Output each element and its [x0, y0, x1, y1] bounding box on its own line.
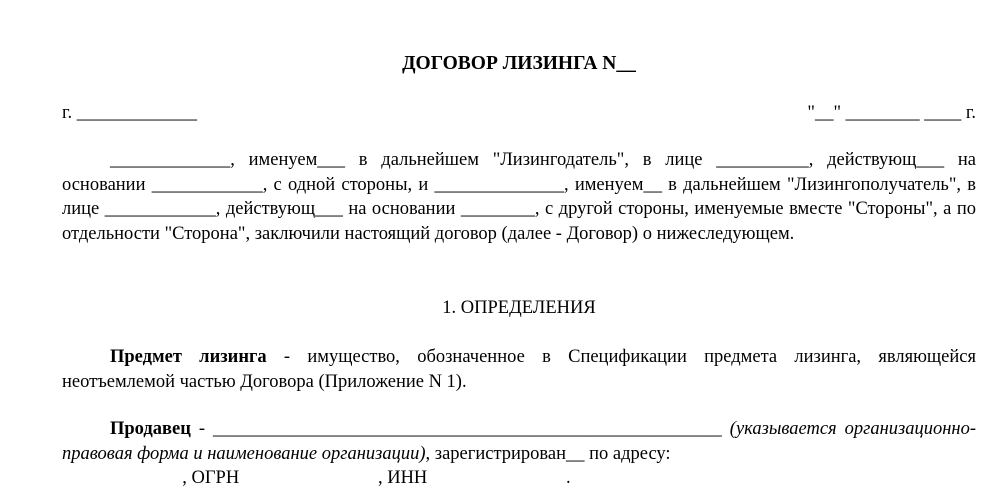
document-title: ДОГОВОР ЛИЗИНГА N__ [402, 53, 636, 74]
city-field: г. _____________ [62, 103, 198, 123]
section-heading: 1. ОПРЕДЕЛЕНИЯ [442, 298, 596, 318]
seller-blank: _______________________________________________________ [213, 419, 722, 439]
preamble-paragraph: _____________, именуем___ в дальнейшем "Лизингодатель", в лице __________, действующ___ на основании ____________, с одной стороны, и ______________, именуем__ в дальнейшем "Лизингополучатель", в лице ____________, действующ___ на основании ________, с другой стороны, именуемые вместе "Стороны", а по отдельности "Сторона", заключили настоящий договор (далее - Договор) о нижеследующем. [62, 150, 976, 244]
definition-text: - имущество, обозначенное в Спецификации предмета лизинга, являющейся неотъемлемой частью Договора (Приложение N 1). [62, 347, 976, 392]
date-field: "__" ________ ____ г. [807, 103, 976, 123]
seller-hint: (указывается организационно-правовая форма и наименование организации) [62, 419, 977, 464]
definition-seller [62, 417, 976, 466]
seller-dash: - [190, 419, 214, 439]
term-leasing-subject: Предмет лизинга [110, 347, 267, 367]
definition-leasing-subject [62, 345, 976, 394]
seller-continuation-line: , ОГРН , ИНН . [62, 468, 571, 488]
term-seller: Продавец [110, 419, 191, 439]
seller-registration-text: , зарегистрирован__ по адресу: [425, 443, 671, 464]
